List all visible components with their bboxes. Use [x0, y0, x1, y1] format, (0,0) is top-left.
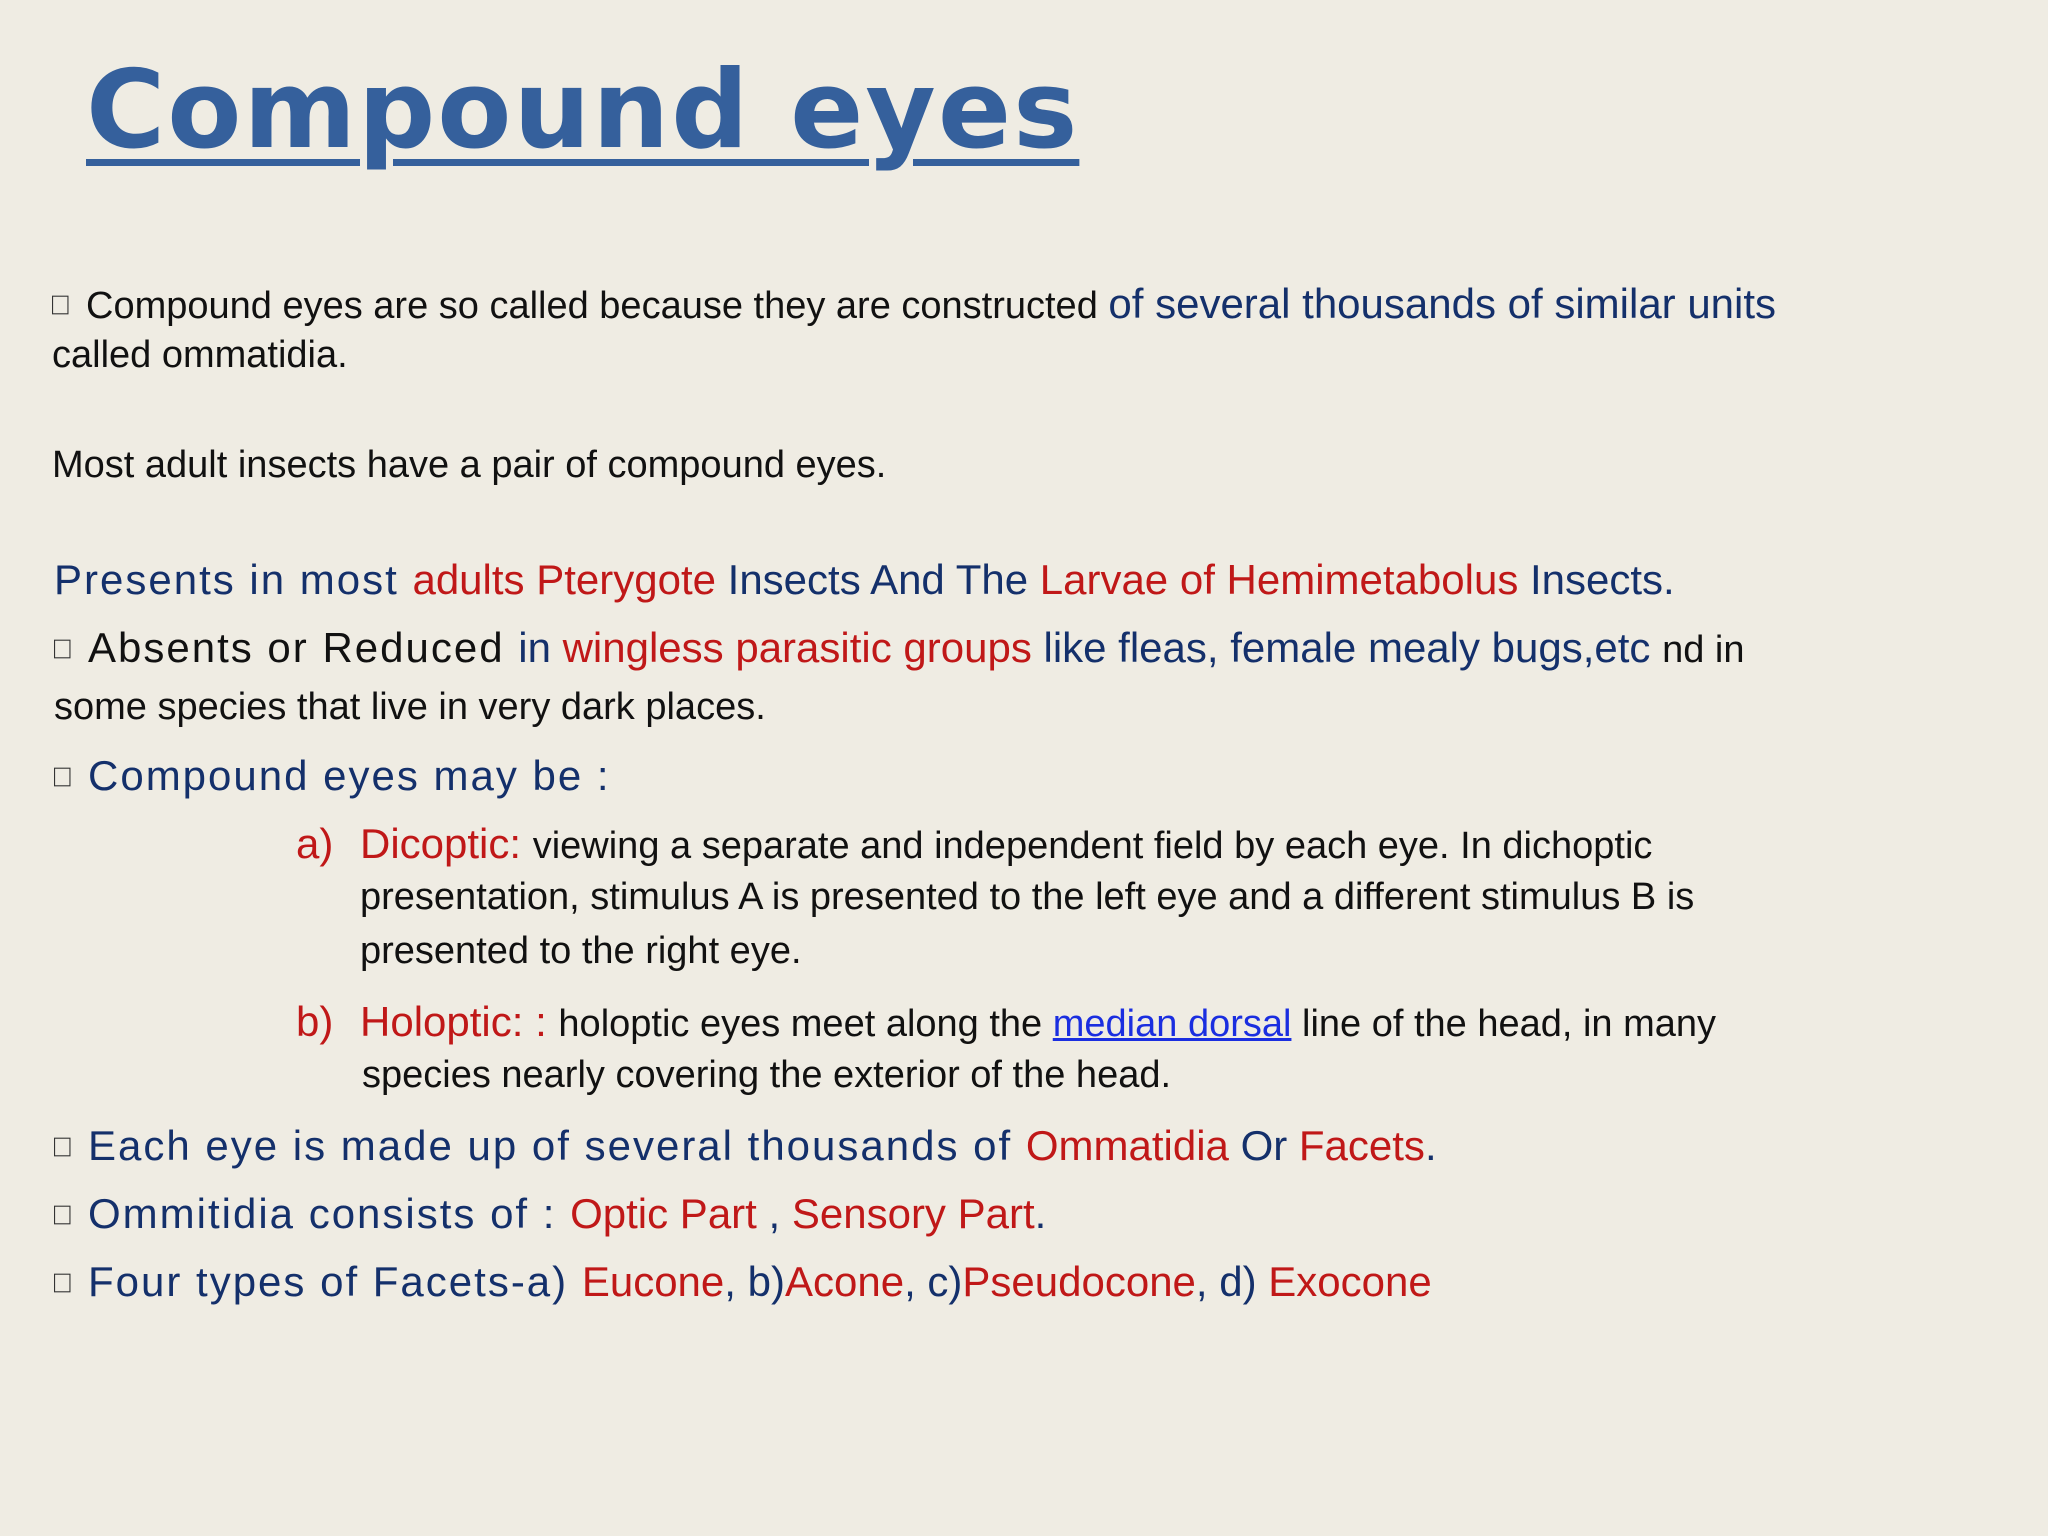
paragraph-ommitidia: Ommitidia consists of : Optic Part , Sensory Part.: [54, 1190, 1046, 1238]
paragraph-compound-definition-cont: called ommatidia.: [52, 334, 348, 376]
paragraph-facet-types: Four types of Facets-a) Eucone, b)Acone, c)Pseudocone, d) Exocone: [54, 1258, 1432, 1306]
missing-glyph-bullet-icon: [54, 1138, 71, 1157]
missing-glyph-bullet-icon: [54, 1274, 71, 1293]
paragraph-absents: Absents or Reduced in wingless parasitic groups like fleas, female mealy bugs,etc nd in: [54, 624, 1745, 672]
paragraph-each-eye: Each eye is made up of several thousands of Ommatidia Or Facets.: [54, 1122, 1437, 1170]
list-item-holoptic: b) Holoptic: : holoptic eyes meet along the median dorsal line of the head, in many: [296, 998, 1717, 1045]
median-dorsal-link[interactable]: median dorsal: [1052, 1003, 1292, 1045]
paragraph-may-be: Compound eyes may be :: [54, 752, 611, 800]
missing-glyph-bullet-icon: [54, 768, 71, 787]
list-item-dicoptic: a) Dicoptic: viewing a separate and independent field by each eye. In dichoptic: [296, 820, 1653, 867]
missing-glyph-bullet-icon: [54, 1206, 71, 1225]
paragraph-presents: Presents in most adults Pterygote Insects And The Larvae of Hemimetabolus Insects.: [54, 556, 1675, 603]
list-item-holoptic-line2: species nearly covering the exterior of the head.: [362, 1054, 1172, 1096]
list-item-dicoptic-line2: presentation, stimulus A is presented to the left eye and a different stimulus B is: [360, 876, 1695, 918]
paragraph-absents-cont: some species that live in very dark places.: [54, 686, 766, 728]
slide-title: Compound eyes: [86, 48, 1080, 173]
list-item-dicoptic-line3: presented to the right eye.: [360, 930, 802, 972]
missing-glyph-bullet-icon: [54, 640, 71, 659]
paragraph-compound-definition: Compound eyes are so called because they are constructed of several thousands of similar units: [52, 280, 1776, 328]
missing-glyph-bullet-icon: [52, 296, 69, 315]
paragraph-adult-insects: Most adult insects have a pair of compound eyes.: [52, 444, 887, 486]
